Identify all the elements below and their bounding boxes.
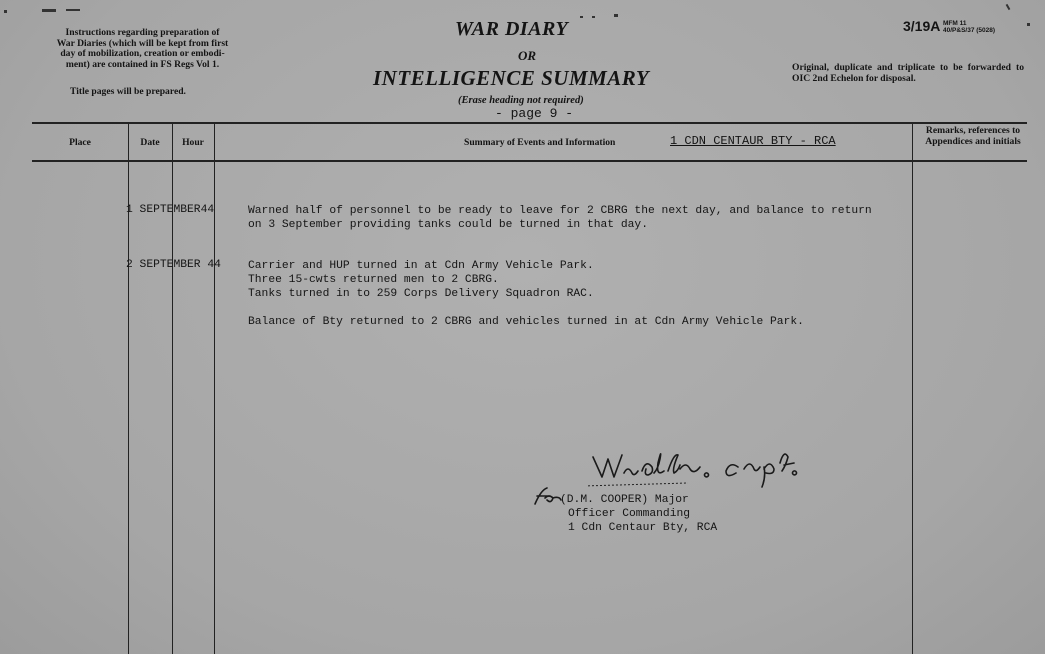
ink-mark bbox=[1006, 4, 1011, 10]
form-code bbox=[943, 20, 995, 34]
entry-line: on 3 September providing tanks could be turned in that day. bbox=[248, 219, 648, 231]
entry-line: Balance of Bty returned to 2 CBRG and vehicles turned in at Cdn Army Vehicle Park. bbox=[248, 316, 804, 328]
handwritten-signature bbox=[588, 437, 818, 497]
instructions-line: Instructions regarding preparation of bbox=[65, 27, 220, 38]
ink-mark bbox=[66, 9, 80, 11]
instructions-block bbox=[30, 28, 255, 70]
column-divider bbox=[912, 123, 913, 654]
distribution-note: Original, duplicate and triplicate to be forwarded to OIC 2nd Echelon for disposal. bbox=[792, 62, 1024, 84]
table-header-rule bbox=[32, 160, 1027, 162]
signatory-unit: 1 Cdn Centaur Bty, RCA bbox=[568, 522, 718, 534]
ink-mark bbox=[580, 16, 583, 18]
page-title: WAR DIARY bbox=[455, 18, 569, 40]
page-number: - page 9 - bbox=[495, 106, 574, 121]
form-code-line: MFM 11 bbox=[943, 20, 967, 27]
table-top-rule bbox=[32, 122, 1027, 124]
column-divider bbox=[214, 123, 215, 654]
column-header-summary: Summary of Events and Information bbox=[464, 137, 616, 148]
form-number: 3/19A bbox=[903, 18, 941, 34]
column-header-date: Date bbox=[140, 137, 160, 148]
instructions-line: ment) are contained in FS Regs Vol 1. bbox=[65, 58, 220, 70]
form-code-line: 40/P&S/37 (5028) bbox=[943, 27, 996, 34]
column-header-hour: Hour bbox=[182, 137, 204, 148]
ink-mark bbox=[4, 10, 7, 13]
unit-name: 1 CDN CENTAUR BTY - RCA bbox=[670, 134, 836, 148]
column-header-place: Place bbox=[69, 137, 91, 148]
entry-line: Carrier and HUP turned in at Cdn Army Vehicle Park. bbox=[248, 260, 594, 272]
title-pages-note: Title pages will be prepared. bbox=[70, 86, 186, 97]
entry-line: Tanks turned in to 259 Corps Delivery Squadron RAC. bbox=[248, 288, 594, 300]
entry-date: 1 SEPTEMBER44 bbox=[126, 204, 215, 216]
ink-mark bbox=[614, 14, 618, 17]
signatory-title: Officer Commanding bbox=[568, 508, 691, 520]
ink-mark bbox=[42, 9, 56, 12]
signatory-name: (D.M. COOPER) Major bbox=[560, 494, 689, 506]
page-subtitle: INTELLIGENCE SUMMARY bbox=[373, 66, 650, 90]
title-or: OR bbox=[518, 48, 537, 63]
instructions-line: War Diaries (which will be kept from first bbox=[56, 37, 229, 49]
entry-date: 2 SEPTEMBER 44 bbox=[126, 259, 221, 271]
ink-mark bbox=[1027, 23, 1030, 26]
entry-line: Warned half of personnel to be ready to leave for 2 CBRG the next day, and balance to return bbox=[248, 205, 872, 217]
instructions-line: day of mobilization, creation or embodi- bbox=[60, 48, 225, 59]
entry-line: Three 15-cwts returned men to 2 CBRG. bbox=[248, 274, 499, 286]
ink-mark bbox=[592, 16, 595, 18]
column-header-remarks: Remarks, references to Appendices and initials bbox=[925, 125, 1021, 147]
erase-note: (Erase heading not required) bbox=[458, 95, 584, 106]
